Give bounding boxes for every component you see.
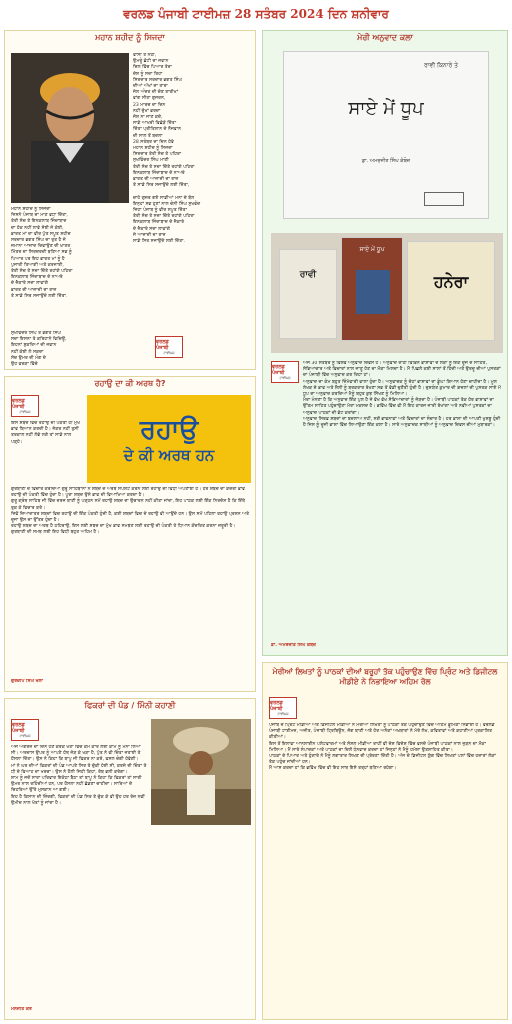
poem-section (4, 30, 256, 370)
left-column (4, 30, 256, 1020)
logo-line2: ਟਾਈਮਜ਼ (163, 351, 175, 355)
rahao-signature: ਗੁਰਦੀਪ ਸਿੰਘ ਖੇਲਾ (11, 679, 43, 684)
newspaper-logo (155, 336, 183, 358)
masthead-title: ਵਰਲਡ ਪੰਜਾਬੀ ਟਾਈਮਜ਼ 28 ਸਤੰਬਰ 2024 ਦਿਨ ਸ਼ਨੀਵਾਰ (123, 6, 389, 21)
rahao-banner (87, 395, 251, 483)
story-heading: ਫਿਕਰਾਂ ਦੀ ਪੰਡ / ਮਿੰਨੀ ਕਹਾਣੀ (84, 701, 176, 710)
woman-carrying-bundle-photo (151, 719, 251, 825)
rahao-logo: ਵਰਲਡ ਪੰਜਾਬੀ ਟਾਈਮਜ਼ (11, 395, 39, 417)
rahao-banner-title: ਰਹਾਉ (139, 415, 199, 445)
story-section (4, 698, 256, 1020)
translation-signature: ਡਾ. ਅਮਰਜੀਤ ਸਿੰਘ ਕੰਬੋਜ਼ (271, 643, 316, 648)
translation-logo: ਵਰਲਡ ਪੰਜਾਬੀ ਟਾਈਮਜ਼ (271, 361, 299, 383)
story-logo: ਵਰਲਡ ਪੰਜਾਬੀ ਟਾਈਮਜ਼ (11, 719, 39, 741)
media-heading: ਮੇਰੀਆਂ ਲਿਖਤਾਂ ਨੂੰ ਪਾਠਕਾਂ ਦੀਆਂ ਬਰੂਹਾਂ ਤੱਕ ਪਹੁੰਚਾਉਣ ਵਿੱਚ ਪ੍ਰਿੰਟ ਅਤੇ ਡਿਜੀਟਲ ਮੀਡੀਏ ਨੇ ਨਿਭਾਇਆ ਅਹਿਮ ਰੋਲ (272, 667, 498, 686)
publisher-logo (424, 192, 464, 206)
translation-heading: ਮੇਰੀ ਅਨੁਵਾਦ ਕਲਾ (357, 33, 413, 42)
book-cover-c: ਹਨੇਰਾ (407, 241, 495, 341)
media-logo: ਵਰਲਡ ਪੰਜਾਬੀ ਟਾਈਮਜ਼ (269, 697, 297, 719)
bhagat-singh-portrait (11, 53, 129, 203)
books-photo (271, 233, 503, 353)
poem-left-text: ਮਹਾਨ ਸ਼ਹੀਦ ਨੂੰ ਸਿਜਦਾ ਜਿਸਨੇ ਪੰਜਾਬ ਦਾ ਮਾਣ ਵਧਾ ਦਿੱਤਾ, ਤੇਰੀ ਸੋਚ ਤੇ ਇਨਕਲਾਬ ਜਿੰਦਾਬਾਦ ਦਾ ਹੱਕ ਨਹੀਂ ਲਾਵੇ ਸੋਈ ਜੋ ਕੋਈ, ਭਾਰਤ ਮਾਂ ਦਾ ਵੀਰ ਪੁੱਤ ਸਪੂਤ ਸ਼ਹੀਦ ਸਰਦਾਰ ਭਗਤ ਸਿੰਘ ਦਾ ਰੁਤ ਹੈ ਜੋ ਜ਼ਮਾਨਾ ਆਜ਼ਾਦ ਦਿਵਾਉਣ ਦੀ ਖ਼ਾਤਰ ਮਿੱਤਰ ਦਾ ਸਿਰਦਰਦੀ ਬਣਿਆ ਸਭ ਨੂੰ ਪਿਆਰ ਪਰ ਇਹ ਭਾਰਤ ਮਾਂ ਨੂੰ ਹੈ ਪੁਜਾਰੀ ਤਿਆਗੀ ਅਤੇ ਕਰਜਾਈ, ਤੇਰੀ ਸੋਚ ਤੇ ਸਦਾ ਚਿੱਤੇ ਰਹਾਂਗੇ ਪਹਿਰਾ ਇਨਕਲਾਬ ਜਿੰਦਾਬਾਦ ਦੇ ਨਾਅਰੇ ਦੇ ਜੈਕਾਰੇ ਸਦਾ ਲਾਵਾਂਗੇ ਭਾਰਤ ਦੀ ਆਜ਼ਾਦੀ ਦਾ ਰਾਜ਼ ਤੇ ਸਾਡੇ ਸਿਰ ਸਜਾਉਂਦੇ ਲਈ ਦਿੱਤਾ. (11, 207, 73, 299)
translation-article: ਅੱਜ 30 ਸਤੰਬਰ ਨੂੰ ਵਿਸ਼ਵ ਅਨੁਵਾਦ ਦਿਵਸ ਹੈ। ਅਨੁਵਾਦ ਰਾਹੀਂ ਵਿਭਿੰਨ ਭਾਸ਼ਾਵਾਂ ਦੇ ਲੋਕਾਂ ਨੂੰ ਇੱਕ ਦੂਜੇ ਦੇ ਸਾਹਿਤ, ਸੱਭਿਆਚਾਰ ਅਤੇ ਵਿਚਾਰਾਂ ਨਾਲ ਜਾਣੂ ਹੋਣ ਦਾ ਮੌਕਾ ਮਿਲਦਾ ਹੈ। ਮੈਂ ਪਿਛਲੇ ਕਈ ਸਾਲਾਂ ਤੋਂ ਹਿੰਦੀ ਅਤੇ ਉਰਦੂ ਦੀਆਂ ਪੁਸਤਕਾਂ ਦਾ ਪੰਜਾਬੀ ਵਿੱਚ ਅਨੁਵਾਦ ਕਰ ਰਿਹਾ ਹਾਂ। ਅਨੁਵਾਦ ਦਾ ਕੰਮ ਬਹੁਤ ਜ਼ਿੰਮੇਵਾਰੀ ਵਾਲਾ ਹੁੰਦਾ ਹੈ। ਅਨੁਵਾਦਕ ਨੂੰ ਦੋਹਾਂ ਭਾਸ਼ਾਵਾਂ ਦਾ ਡੂੰਘਾ ਗਿਆਨ ਹੋਣਾ ਚਾਹੀਦਾ ਹੈ। ਮੂਲ ਲੇਖਕ ਦੇ ਭਾਵ ਅਤੇ ਸ਼ੈਲੀ ਨੂੰ ਬਰਕਰਾਰ ਰੱਖਣਾ ਸਭ ਤੋਂ ਵੱਡੀ ਚੁਣੌਤੀ ਹੁੰਦੀ ਹੈ। ਦੁਸ਼ਯੰਤ ਕੁਮਾਰ ਦੀ ਗ਼ਜ਼ਲਾਂ ਦੀ ਪੁਸਤਕ ਸਾਏ ਮੇਂ ਧੂਪ ਦਾ ਅਨੁਵਾਦ ਕਰਦਿਆਂ ਮੈਨੂੰ ਬਹੁਤ ਕੁਝ ਸਿੱਖਣ ਨੂੰ ਮਿਲਿਆ। ਮੇਰਾ ਮੰਨਣਾ ਹੈ ਕਿ ਅਨੁਵਾਦ ਇੱਕ ਪੁਲ ਹੈ ਜੋ ਵੱਖ ਵੱਖ ਸੱਭਿਆਚਾਰਾਂ ਨੂੰ ਜੋੜਦਾ ਹੈ। ਪੰਜਾਬੀ ਪਾਠਕਾਂ ਤੱਕ ਹੋਰ ਭਾਸ਼ਾਵਾਂ ਦਾ ਉੱਤਮ ਸਾਹਿਤ ਪਹੁੰਚਾਉਣਾ ਮੇਰਾ ਮਕਸਦ ਹੈ। ਭਵਿੱਖ ਵਿੱਚ ਵੀ ਮੈਂ ਇਹ ਕਾਰਜ ਜਾਰੀ ਰੱਖਾਂਗਾ ਅਤੇ ਨਵੀਆਂ ਪੁਸਤਕਾਂ ਦਾ ਅਨੁਵਾਦ ਪਾਠਕਾਂ ਦੀ ਭੇਟ ਕਰਾਂਗਾ। ਅਨੁਵਾਦ ਸਿਰਫ਼ ਸ਼ਬਦਾਂ ਦਾ ਬਦਲਾਅ ਨਹੀਂ, ਸਗੋਂ ਭਾਵਨਾਵਾਂ ਅਤੇ ਵਿਚਾਰਾਂ ਦਾ ਸੰਚਾਰ ਹੈ। ਹਰ ਭਾਸ਼ਾ ਦੀ ਆਪਣੀ ਖੁਸ਼ਬੂ ਹੁੰਦੀ ਹੈ ਜਿਸ ਨੂੰ ਦੂਜੀ ਭਾਸ਼ਾ ਵਿੱਚ ਲਿਆਉਣਾ ਇੱਕ ਕਲਾ ਹੈ। ਸਾਰੇ ਅਨੁਵਾਦਕ ਸਾਥੀਆਂ ਨੂੰ ਅਨੁਵਾਦ ਦਿਵਸ ਦੀਆਂ ਮੁਬਾਰਕਾਂ। (303, 361, 501, 429)
rahao-banner-subtitle: ਦੇ ਕੀ ਅਰਥ ਹਨ (123, 446, 215, 464)
book-cover-a: ਰਾਵੀ (279, 249, 337, 339)
book-cover-large (283, 51, 489, 219)
book-cover-b: ਸਾਏ ਮੇਂ ਧੂਪ (341, 237, 403, 341)
book-cover-large-title: ਰਾਵੀ ਕਿਨਾਰੇ ਤੇ (424, 62, 458, 69)
masthead (4, 4, 508, 24)
right-column (262, 30, 508, 1020)
logo-line1: ਵਰਲਡ ਪੰਜਾਬੀ (156, 339, 169, 351)
book-cover-large-author: ਡਾ. ਅਮਰਜੀਤ ਸਿੰਘ ਕੰਬੋਜ਼ (361, 158, 411, 164)
media-body: ਪੰਜਾਬ ਦੇ ਪ੍ਰਿੰਟ ਮੀਡੀਆ ਅਤੇ ਡਿਜੀਟਲ ਮੀਡੀਆ ਨੇ ਮੇਰੀਆਂ ਲਿਖਤਾਂ ਨੂੰ ਪਾਠਕਾਂ ਤੱਕ ਪਹੁੰਚਾਉਣ ਵਿੱਚ ਅਹਿਮ ਭੂਮਿਕਾ ਨਿਭਾਈ ਹੈ। ਵਰਲਡ ਪੰਜਾਬੀ ਟਾਈਮਜ਼, ਅਜੀਤ, ਪੰਜਾਬੀ ਟ੍ਰਿਬਿਊਨ, ਜੱਗ ਬਾਣੀ ਅਤੇ ਹੋਰ ਅਨੇਕਾਂ ਅਖ਼ਬਾਰਾਂ ਨੇ ਮੇਰੇ ਲੇਖ, ਕਵਿਤਾਵਾਂ ਅਤੇ ਕਹਾਣੀਆਂ ਪ੍ਰਕਾਸ਼ਿਤ ਕੀਤੀਆਂ। ਇਸ ਤੋਂ ਇਲਾਵਾ ਆਨਲਾਈਨ ਪਲੇਟਫਾਰਮਾਂ ਅਤੇ ਸੋਸ਼ਲ ਮੀਡੀਆ ਰਾਹੀਂ ਵੀ ਦੇਸ਼ ਵਿਦੇਸ਼ ਵਿੱਚ ਵਸਦੇ ਪੰਜਾਬੀ ਪਾਠਕਾਂ ਨਾਲ ਜੁੜਨ ਦਾ ਮੌਕਾ ਮਿਲਿਆ। ਮੈਂ ਸਾਰੇ ਸੰਪਾਦਕਾਂ ਅਤੇ ਪਾਠਕਾਂ ਦਾ ਦਿਲੋਂ ਧੰਨਵਾਦ ਕਰਦਾ ਹਾਂ ਜਿਨ੍ਹਾਂ ਨੇ ਮੈਨੂੰ ਹਮੇਸ਼ਾ ਉਤਸ਼ਾਹਿਤ ਕੀਤਾ। ਪਾਠਕਾਂ ਦੇ ਪਿਆਰ ਅਤੇ ਹੁੰਗਾਰੇ ਨੇ ਮੈਨੂੰ ਲਗਾਤਾਰ ਲਿਖਣ ਦੀ ਪ੍ਰੇਰਣਾ ਦਿੱਤੀ ਹੈ। ਅੱਜ ਦੇ ਡਿਜੀਟਲ ਯੁੱਗ ਵਿੱਚ ਲਿਖਤਾਂ ਪਲਾਂ ਵਿੱਚ ਹਜ਼ਾਰਾਂ ਲੋਕਾਂ ਤੱਕ ਪਹੁੰਚ ਜਾਂਦੀਆਂ ਹਨ। ਮੈਂ ਆਸ ਕਰਦਾ ਹਾਂ ਕਿ ਭਵਿੱਖ ਵਿੱਚ ਵੀ ਇਹ ਸਾਥ ਇਸੇ ਤਰ੍ਹਾਂ ਬਣਿਆ ਰਹੇਗਾ। (269, 723, 496, 772)
poem-author-text: ਸੁਖਵਿੰਦਰ ਸਿੰਘ ਤੇ ਭਗਤ ਸਿੰਘ ਸਦਾ ਇਸਨਾ ਤੇ ਕਰਿਹਾਨੇ ਵਿਚਿਊ, ਇਹਨਾਂ ਸ਼ੁਕਰਿਆਂ ਦੀ ਜਵਾਨ ਨਹੀਂ ਕੋਈ ਲੋ ਸਕਦਾ ਸੋਚ ਉਮਰ ਦੀ ਮੰਗ ਦੇ ਉਹ ਵਰਕਾ ਵਿੱਚੋ (11, 331, 67, 368)
rahao-intro: ਇਸ ਸ਼ਬਦ ਵਿੱਚ ਰਹਾਉ ਦੀ ਪੰਕਤੀ ਹੀ ਮੁੱਖ ਭਾਵ ਬਿਆਨ ਕਰਦੀ ਹੈ। ਜੇਕਰ ਨਹੀਂ ਤੁਸੀਂ ਤਰਕਾਲ ਨਹੀਂ ਲੱਭੇ ਲਗੇ ਤਾਂ ਸਾਡੇ ਨਾਲ ਪੜ੍ਹੋ। (11, 421, 80, 445)
poem-right-text: ਫਾਂਸੀ ਤੋਂ ਨਹੀਂ, ਉਮਰੂੰ ਛੋਟੀ ਦਾ ਜਵਾਨ ਦਿਲ ਵਿੱਚ ਪਿਆਰ ਤੇਰਾ ਦੇਸ਼ ਨੂੰ ਸਦਾ ਰਿਹਾ ਸਿਰਦਾਰ ਸਰਦਾਰ ਭਗਤ ਸਿੰਘ ਦੀਆਂ ਅੱਖਾਂ ਦਾ ਤਾਰਾ ਜੇਲ ਅੰਦਰ ਦੀ ਚੋਣ ਤਾਰੀਖਾਂ ਵਾਂਗ ਸੀਤਾ ਗੁਜਰਨ, 23 ਮਾਰਚ ਦਾ ਦਿਨ ਨਹੀਂ ਦੁੱਖਾਂ ਭਰਦਾ ਜੋਸ਼ ਨਾ ਜਾਣ ਕਦੇ, ਸਾਡੇ ਆਖਰੀ ਵਿਛੋੜੇ ਦਿੱਤਾ ਦਿੱਤਾ ਪ੍ਰੀਤਿਸ਼ਾਨ ਦੇ ਨੌਜਵਾਨ ਦੀ ਸਾਲ ਤੋਂ ਬਦਲਾ 28 ਸਤੰਬਰ ਦਾ ਦਿਨ ਹੋਵੇ ਮਹਾਨ ਸ਼ਹੀਦ ਨੂੰ ਸਿਜਦਾ ਸਿਰਦਾਰ ਤੇਰੀ ਸੋਚ ਤੇ ਪਹਿਰਾ ਸੁਖਵਿੰਦਰ ਸਿੰਘ ਮਾਣੀ ਤੇਰੀ ਸੋਚ ਤੇ ਸਦਾ ਚਿੱਤੇ ਰਹਾਂਗੇ ਪਹਿਰਾ ਇਨਕਲਾਬ ਜਿੰਦਾਬਾਦ ਦੇ ਨਾਅਰੇ ਭਾਰਤ ਦੀ ਆਜ਼ਾਦੀ ਦਾ ਰਾਜ਼ ਤੇ ਸਾਡੇ ਸਿਰ ਸਜਾਉਂਦੇ ਲਈ ਦਿੱਤਾ, ਚਾਹੇ ਗੁਜ਼ਰ ਗਏ ਸਾਡੀਆਂ ਮਨਾ ਦੇ ਬੋਲ ਇਨ੍ਹਾਂ ਸਭ ਹੁਣਾਂ ਨਾਲ ਚੰਨੀ ਸਿੰਘ ਸੁਖਵੰਦ ਜਿਹਾ ਪੰਜਾਬ ਨੂੰ ਵੀਰ ਸਪੂਤ ਦਿੱਤਾ ਤੇਰੀ ਸੋਚ ਤੇ ਸਦਾ ਚਿੱਤੇ ਰਹਾਂਗੇ ਪਹਿਰਾ ਇਨਕਲਾਬ ਜਿੰਦਾਬਾਦ ਦੇ ਜੈਕਾਰੇ ਦੇ ਜੈਕਾਰੇ ਸਦਾ ਲਾਵਾਂਗੇ ਜੇ ਆਜ਼ਾਦੀ ਦਾ ਰਾਜ਼ ਸਾਡੇ ਸਿਰ ਸਜਾਉਂਦੇ ਲਈ ਦਿੱਤਾ. (133, 53, 201, 245)
rahao-section (4, 376, 256, 692)
story-signature: ਮਨਜੀਤ ਕੌਰ (11, 1007, 32, 1012)
rahao-body: ਗੁਰਬਾਣੀ ਦੇ ਵਿਚਾਰ ਕਰਦਿਆਂ ਗੁਰੂ ਸਾਹਿਬਾਨਾਂ ਨੇ ਸ਼ਬਦ ਦੇ ਅਰਥ ਸਪਸ਼ਟ ਕਰਨ ਲਈ ਰਹਾਉ ਦੀ ਵਿਧੀ ਅਪਣਾਈ ਹੈ। ਹਰ ਸ਼ਬਦ ਦਾ ਕੇਂਦਰੀ ਭਾਵ ਰਹਾਉ ਦੀ ਪੰਕਤੀ ਵਿੱਚ ਹੁੰਦਾ ਹੈ। ਪੂਰਾ ਸ਼ਬਦ ਉਸੇ ਭਾਵ ਦੀ ਵਿਆਖਿਆ ਕਰਦਾ ਹੈ। ਗੁਰੂ ਗ੍ਰੰਥ ਸਾਹਿਬ ਜੀ ਵਿੱਚ ਦਰਜ ਬਾਣੀ ਨੂੰ ਪੜ੍ਹਨ ਸਮੇਂ ਰਹਾਉ ਸ਼ਬਦ ਦਾ ਉਚਾਰਨ ਨਹੀਂ ਕੀਤਾ ਜਾਂਦਾ, ਇਹ ਪਾਠਕ ਲਈ ਇੱਕ ਨਿਰਦੇਸ਼ ਹੈ ਕਿ ਇੱਥੇ ਰੁਕ ਕੇ ਵਿਚਾਰ ਕਰੋ। ਜਿਵੇਂ ਜ਼ਿਆਦਾਤਰ ਸ਼ਬਦਾਂ ਵਿਚ ਰਹਾਉ ਦੀ ਇੱਕ ਪੰਕਤੀ ਹੁੰਦੀ ਹੈ, ਕਈ ਸ਼ਬਦਾਂ ਵਿਚ ਦੋ ਰਹਾਉ ਵੀ ਆਉਂਦੇ ਹਨ। ਉਸ ਸਮੇਂ ਪਹਿਲਾ ਰਹਾਉ ਪ੍ਰਸ਼ਨ ਅਤੇ ਦੂਜਾ ਉਸ ਦਾ ਉੱਤਰ ਹੁੰਦਾ ਹੈ। ਰਹਾਉ ਸ਼ਬਦ ਦਾ ਅਰਥ ਹੈ ਠਹਿਰਾਉ, ਇਸ ਲਈ ਸ਼ਬਦ ਦਾ ਮੁੱਖ ਭਾਵ ਸਮਝਣ ਲਈ ਰਹਾਉ ਦੀ ਪੰਕਤੀ ਤੇ ਧਿਆਨ ਕੇਂਦਰਿਤ ਕਰਨਾ ਜ਼ਰੂਰੀ ਹੈ। ਗੁਰਬਾਣੀ ਦੀ ਸਮਝ ਲਈ ਇਹ ਵਿਧੀ ਬਹੁਤ ਅਹਿਮ ਹੈ। (11, 487, 250, 536)
story-body: ਅੱਜ ਅੰਗਰੇਜ਼ ਦਾ ਦਿਨ ਹੋਣ ਕਰਕੇ ਖੇਤਾਂ ਵਿੱਚ ਕੰਮ ਕਾਰ ਲਈ ਕਾਮੇ ਨੂੰ ਮਨਾ ਲਿਆ ਸੀ। ਅਰਦਾਸ ਉਪਰ ਨੂੰ ਆਪਣੇ ਹੱਥ ਜੋੜ ਕੇ ਖੜਾ ਹੈ, ਪੁੱਤ ਨੇ ਵੀ ਚਿੰਤਾ ਜਤਾਈ ਤੇ ਹੌਸਲਾ ਦਿੱਤਾ। ਉਸ ਨੇ ਕਿਹਾ ਕਿ ਬਾਪੂ ਜੀ ਫਿਕਰ ਨਾ ਕਰੋ, ਫਸਲ ਚੰਗੀ ਹੋਵੇਗੀ। ਮਾਂ ਨੇ ਘਰ ਦੀਆਂ ਫਿਕਰਾਂ ਦੀ ਪੰਡ ਆਪਣੇ ਸਿਰ ਤੇ ਚੁੱਕੀ ਹੋਈ ਸੀ, ਕਰਜ਼ੇ ਦੀ ਚਿੰਤਾ ਤੇ ਧੀ ਦੇ ਵਿਆਹ ਦਾ ਖਰਚਾ। ਉਸ ਨੇ ਹੌਲੀ ਜਿਹੀ ਕਿਹਾ, ਰੱਬ ਭਲੀ ਕਰੇਗਾ। ਸ਼ਾਮ ਨੂੰ ਜਦੋਂ ਸਾਰਾ ਪਰਿਵਾਰ ਇਕੱਠਾ ਬੈਠਾ ਤਾਂ ਬਾਪੂ ਨੇ ਕਿਹਾ ਕਿ ਫਿਕਰਾਂ ਤਾਂ ਸਾਰੀ ਉਮਰ ਨਾਲ ਰਹਿੰਦੀਆਂ ਹਨ, ਪਰ ਹੌਸਲਾ ਨਹੀਂ ਛੱਡਣਾ ਚਾਹੀਦਾ। ਸਾਰਿਆਂ ਦੇ ਚਿਹਰਿਆਂ ਉੱਤੇ ਮੁਸਕਾਨ ਆ ਗਈ। ਇਹ ਹੈ ਕਿਸਾਨ ਦੀ ਜ਼ਿੰਦਗੀ, ਫਿਕਰਾਂ ਦੀ ਪੰਡ ਸਿਰ ਤੇ ਚੁੱਕ ਕੇ ਵੀ ਉਹ ਹਰ ਰੋਜ਼ ਨਵੀਂ ਉਮੀਦ ਨਾਲ ਖੇਤਾਂ ਨੂੰ ਜਾਂਦਾ ਹੈ। (11, 745, 147, 806)
media-section (262, 662, 508, 1020)
poem-heading: ਮਹਾਨ ਸ਼ਹੀਦ ਨੂੰ ਸਿਜਦਾ (95, 33, 165, 42)
book-cover-large-main: ਸਾਏ ਮੇਂ ਧੂਪ (348, 98, 424, 119)
rahao-heading: ਰਹਾਉ ਦਾ ਕੀ ਅਰਥ ਹੈ? (94, 379, 166, 388)
translation-section (262, 30, 508, 656)
